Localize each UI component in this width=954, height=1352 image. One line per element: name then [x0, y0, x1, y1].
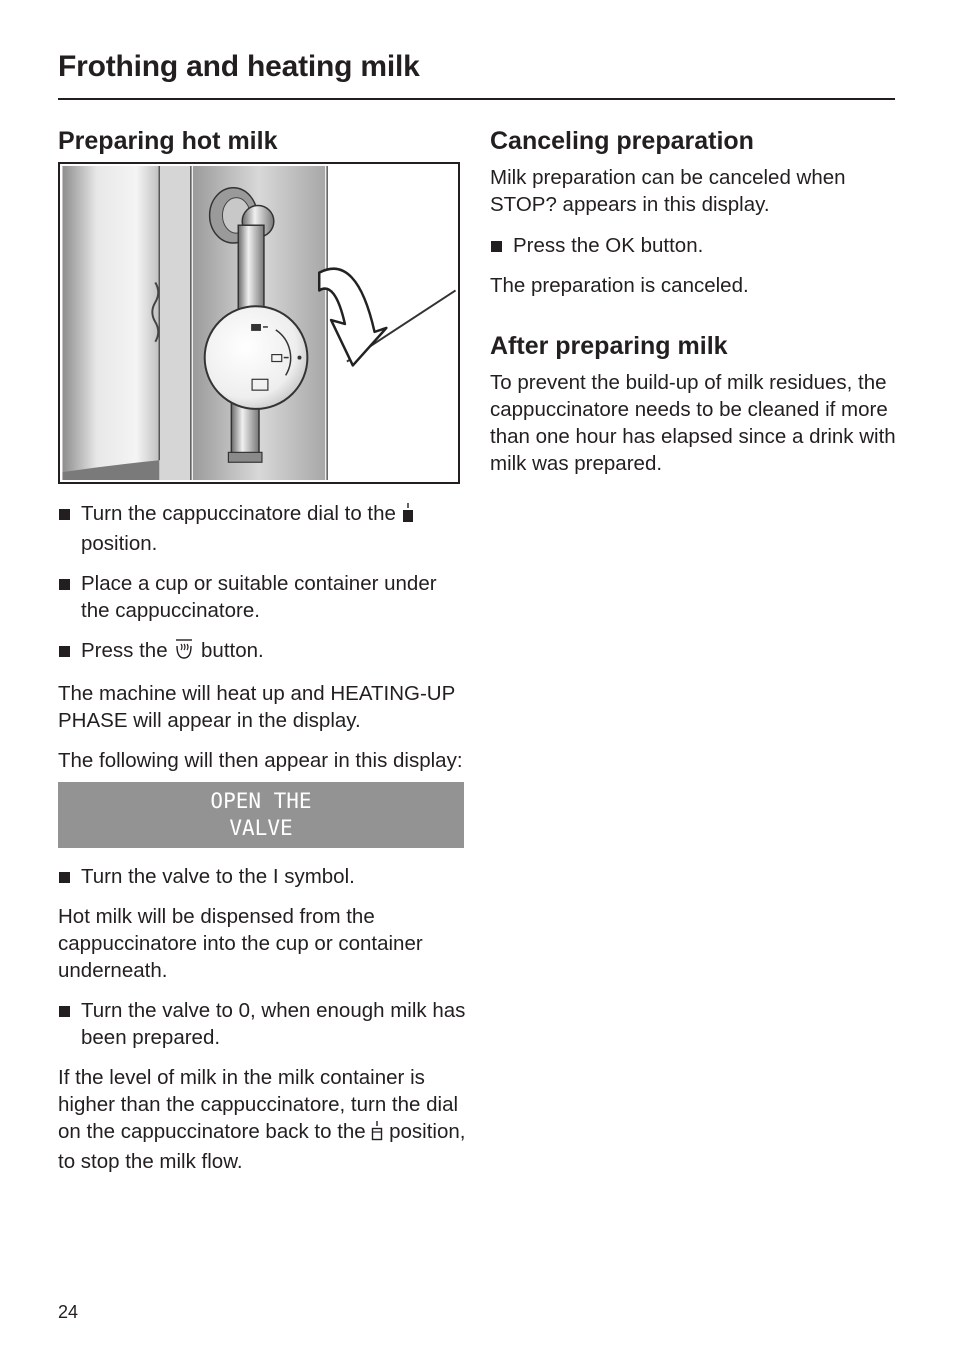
cappuccinatore-dial-illustration [58, 162, 460, 484]
paragraph-following: The following will then appear in this display: [58, 749, 463, 772]
title-divider [58, 98, 895, 100]
bullet-square [59, 1006, 70, 1017]
paragraph-canceled: The preparation is canceled. [490, 274, 749, 297]
bullet-square [59, 579, 70, 590]
milk-steam-icon [173, 638, 195, 667]
step-press-ok: Press the OK button. [490, 232, 905, 259]
left-column [58, 122, 468, 1175]
page-number: 24 [58, 1302, 79, 1322]
paragraph-milk-level: If the level of milk in the milk container is higher than the cappuccinatore, turn the dial on the cappuccinatore back to the position, to stop the milk flow. [58, 1066, 466, 1173]
bullet-square [59, 646, 70, 657]
heading-after-preparing-milk: After preparing milk [490, 332, 728, 360]
step-turn-dial: Turn the cappuccinatore dial to the position. [58, 500, 468, 557]
paragraph-cleaning: To prevent the build-up of milk residues, the cappuccinatore needs to be cleaned if more than one hour has elapsed since a drink with milk was prepared. [490, 371, 896, 475]
display-line-2: VALVE [229, 816, 293, 840]
bullet-square [59, 872, 70, 883]
paragraph-heating: The machine will heat up and HEATING-UP PHASE will appear in the display. [58, 682, 455, 732]
paragraph-dispensed: Hot milk will be dispensed from the cappuccinatore into the cup or container underneath. [58, 905, 423, 982]
machine-display [58, 782, 464, 848]
step-valve-zero: Turn the valve to 0, when enough milk has been prepared. [58, 997, 468, 1051]
paragraph-cancel-info: Milk preparation can be canceled when STOP? appears in this display. [490, 166, 846, 216]
step-place-cup: Place a cup or suitable container under the cappuccinatore. [58, 570, 468, 624]
milk-jug-filled-icon [402, 503, 414, 530]
bullet-square [491, 241, 502, 252]
page-title: Frothing and heating milk [58, 50, 420, 83]
heading-canceling-preparation: Canceling preparation [490, 127, 754, 155]
step-press-button: Press the button. [58, 637, 468, 667]
right-column [490, 122, 905, 477]
heading-preparing-hot-milk: Preparing hot milk [58, 127, 278, 155]
bullet-square [59, 509, 70, 520]
step-turn-valve: Turn the valve to the I symbol. [58, 863, 468, 890]
milk-jug-outline-icon [371, 1121, 383, 1148]
display-line-1: OPEN THE [210, 789, 312, 813]
